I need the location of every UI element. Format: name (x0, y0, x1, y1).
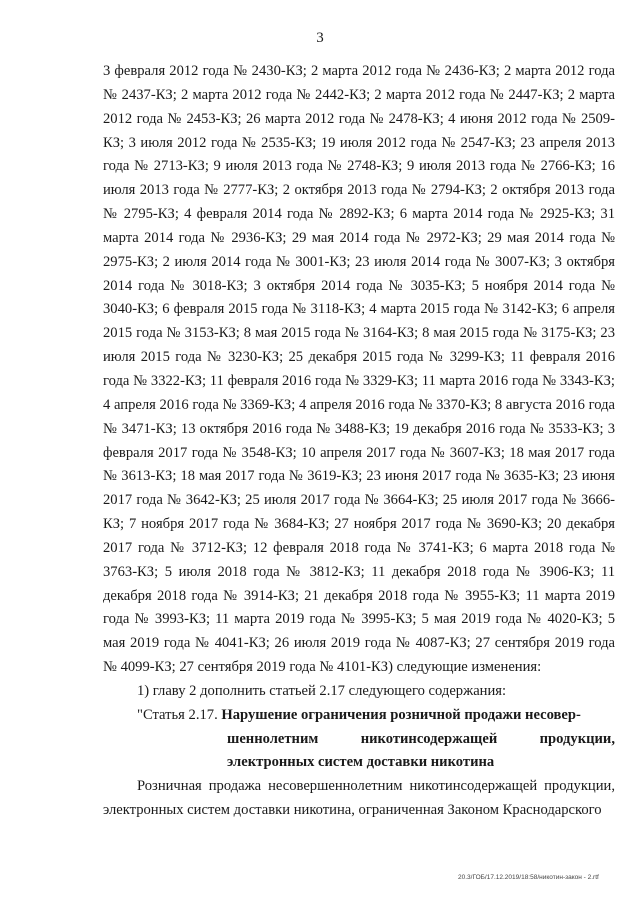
article-heading-line-1 (103, 704, 615, 728)
article-title-first: Нарушение ограничения розничной продажи несовер- (221, 706, 581, 723)
page-number: 3 (316, 30, 324, 46)
footer-stamp: 20.3/ГОБ/17.12.2019/18:58/никотин-закон - 2.rtf (458, 874, 599, 881)
article-heading (103, 704, 615, 776)
article-title-rest: шеннолетним никотинсодержащей продукции, электронных систем доставки никотина (227, 730, 615, 771)
body-paragraph: Розничная продажа несовершеннолетним никотинсодержащей продукции, электронных систем доставки никотина, ограниченная Законом Краснодарского (103, 778, 615, 819)
item-1-paragraph: 1) главу 2 дополнить статьей 2.17 следующего содержания: (137, 682, 507, 699)
article-label: "Статья 2.17. (137, 706, 218, 723)
amendments-list-paragraph: 3 февраля 2012 года № 2430-КЗ; 2 марта 2012 года № 2436-КЗ; 2 марта 2012 года № 2437-КЗ; 2 марта 2012 года № 2442-КЗ; 2 марта 2012 года № 2447-КЗ; 2 марта 2012 года № 2453-КЗ; 26 марта 2012 года № 2478-КЗ; 4 июня 2012 года № 2509-КЗ; 3 июля 2012 года № 2535-КЗ; 19 июля 2012 года № 2547-КЗ; 23 апреля 2013 года № 2713-КЗ; 9 июля 2013 года № 2748-КЗ; 9 июля 2013 года № 2766-КЗ; 16 июля 2013 года № 2777-КЗ; 2 октября 2013 года № 2794-КЗ; 2 октября 2013 года № 2795-КЗ; 4 февраля 2014 года № 2892-КЗ; 6 марта 2014 года № 2925-КЗ; 31 марта 2014 года № 2936-КЗ; 29 мая 2014 года № 2972-КЗ; 29 мая 2014 года № 2975-КЗ; 2 июля 2014 года № 3001-КЗ; 23 июля 2014 года № 3007-КЗ; 3 октября 2014 года № 3018-КЗ; 3 октября 2014 года № 3035-КЗ; 5 ноября 2014 года № 3040-КЗ; 6 февраля 2015 года № 3118-КЗ; 4 марта 2015 года № 3142-КЗ; 6 апреля 2015 года № 3153-КЗ; 8 мая 2015 года № 3164-КЗ; 8 мая 2015 года № 3175-КЗ; 23 июля 2015 года № 3230-КЗ; 25 декабря 2015 года № 3299-КЗ; 11 февраля 2016 года № 3322-КЗ; 11 февраля 2016 года № 3329-КЗ; 11 марта 2016 года № 3343-КЗ; 4 апреля 2016 года № 3369-КЗ; 4 апреля 2016 года № 3370-КЗ; 8 августа 2016 года № 3471-КЗ; 13 октября 2016 года № 3488-КЗ; 19 декабря 2016 года № 3533-КЗ; 3 февраля 2017 года № 3548-КЗ; 10 апреля 2017 года № 3607-КЗ; 18 мая 2017 года № 3613-КЗ; 18 мая 2017 года № 3619-КЗ; 23 июня 2017 года № 3635-КЗ; 23 июня 2017 года № 3642-КЗ; 25 июля 2017 года № 3664-КЗ; 25 июля 2017 года № 3666-КЗ; 7 ноября 2017 года № 3684-КЗ; 27 ноября 2017 года № 3690-КЗ; 20 декабря 2017 года № 3712-КЗ; 12 февраля 2018 года № 3741-КЗ; 6 марта 2018 года № 3763-КЗ; 5 июля 2018 года № 3812-КЗ; 11 декабря 2018 года № 3906-КЗ; 11 декабря 2018 года № 3914-КЗ; 21 декабря 2018 года № 3955-КЗ; 11 марта 2019 года № 3993-КЗ; 11 марта 2019 года № 3995-КЗ; 5 мая 2019 года № 4020-КЗ; 5 мая 2019 года № 4041-КЗ; 26 июля 2019 года № 4087-КЗ; 27 сентября 2019 года № 4099-КЗ; 27 сентября 2019 года № 4101-КЗ) следующие изменения: (103, 63, 615, 676)
document-body (103, 60, 615, 823)
